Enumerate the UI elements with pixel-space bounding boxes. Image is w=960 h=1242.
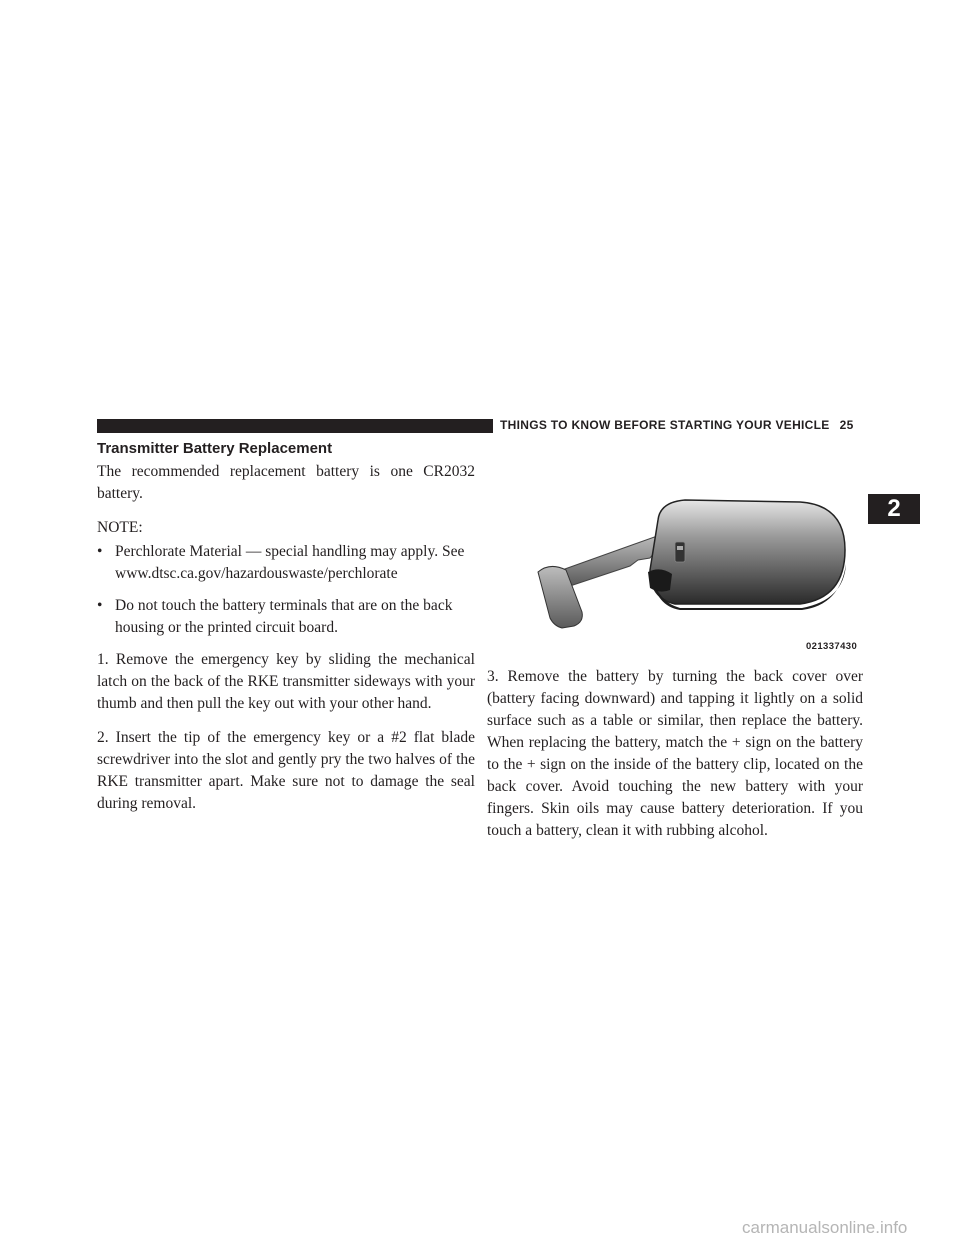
left-column: [97, 461, 475, 827]
key-fob-illustration: [510, 480, 870, 660]
list-item: [97, 595, 475, 639]
running-title: THINGS TO KNOW BEFORE STARTING YOUR VEHICLE: [500, 418, 830, 432]
bullet-text: Do not touch the battery terminals that are on the back housing or the printed circuit board.: [115, 597, 453, 636]
step-1: 1. Remove the emergency key by sliding the mechanical latch on the back of the RKE transmitter sideways with your thumb and then pull the key out with your other hand.: [97, 651, 475, 712]
running-header: [500, 418, 854, 432]
chapter-tab: 2: [868, 494, 920, 524]
bullet-icon: •: [97, 543, 103, 560]
bullet-icon: •: [97, 597, 103, 614]
page-number: 25: [839, 418, 854, 432]
section-heading: Transmitter Battery Replacement: [97, 440, 333, 457]
intro-paragraph: The recommended replacement battery is one CR2032 battery.: [97, 463, 475, 502]
bullet-text: Perchlorate Material — special handling may apply. See www.dtsc.ca.gov/hazardouswaste/perchlorate: [115, 543, 465, 582]
step-3: 3. Remove the battery by turning the back cover over (battery facing downward) and tapping it lightly on a solid surface such as a table or similar, then replace the battery. When replacing the battery, match the + sign on the battery to the + sign on the inside of the battery clip, located on the back cover. Avoid touching the new battery with your fingers. Skin oils may cause battery deterioration. If you touch a battery, clean it with rubbing alcohol.: [487, 668, 863, 839]
list-item: [97, 541, 475, 585]
note-list: [97, 541, 475, 639]
header-rule: [97, 419, 493, 433]
note-label: NOTE:: [97, 519, 143, 536]
watermark[interactable]: carmanualsonline.info: [742, 1218, 908, 1237]
step-2: 2. Insert the tip of the emergency key or a #2 flat blade screwdriver into the slot and gently pry the two halves of the RKE transmitter apart. Make sure not to damage the seal during removal.: [97, 729, 475, 812]
figure-id: 021337430: [806, 641, 858, 652]
